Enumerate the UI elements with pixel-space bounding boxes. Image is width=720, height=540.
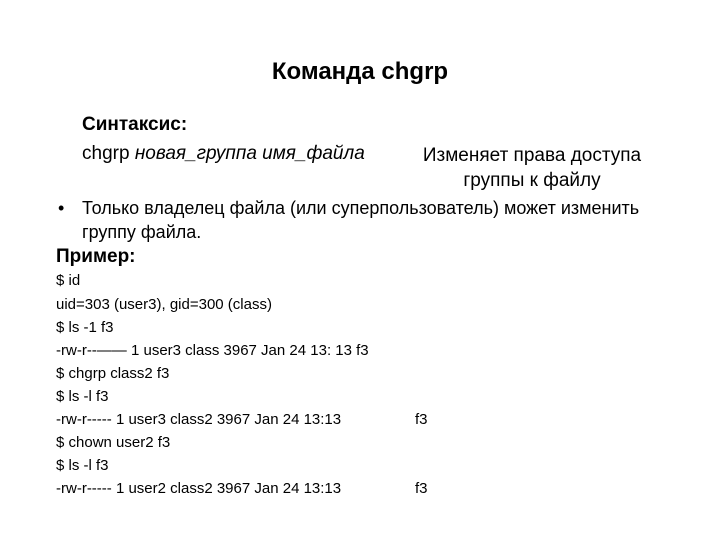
terminal-line: $ id (56, 272, 81, 289)
terminal-line: -rw-r----- 1 user2 class2 3967 Jan 24 13:13 (56, 480, 342, 497)
description-line-1: Изменяет права доступа (422, 145, 642, 166)
syntax-usage (82, 143, 365, 165)
syntax-command: chgrp (82, 143, 130, 164)
syntax-label: Синтаксис: (82, 114, 188, 135)
description-line-2: группы к файлу (463, 170, 601, 191)
terminal-line-filename: f3 (415, 480, 428, 497)
example-label: Пример: (56, 246, 136, 267)
terminal-line: $ chown user2 f3 (56, 434, 171, 451)
terminal-line: -rw-r--—— 1 user3 class 3967 Jan 24 13: 13 f3 (56, 342, 369, 359)
terminal-line: $ ls -l f3 (56, 388, 109, 405)
syntax-args: новая_группа имя_файла (134, 143, 365, 164)
bullet-text: Только владелец файла (или суперпользователь) может изменить группу файла. (82, 198, 640, 242)
terminal-line: $ ls -l f3 (56, 457, 109, 474)
terminal-line: $ ls -1 f3 (56, 319, 114, 336)
terminal-line-filename: f3 (415, 411, 428, 428)
syntax-description (402, 143, 662, 193)
terminal-line: $ chgrp class2 f3 (56, 365, 170, 382)
terminal-line: uid=303 (user3), gid=300 (class) (56, 296, 272, 313)
terminal-line: -rw-r----- 1 user3 class2 3967 Jan 24 13:13 (56, 411, 342, 428)
slide-title: Команда chgrp (271, 58, 449, 85)
bullet-marker: • (58, 198, 65, 218)
